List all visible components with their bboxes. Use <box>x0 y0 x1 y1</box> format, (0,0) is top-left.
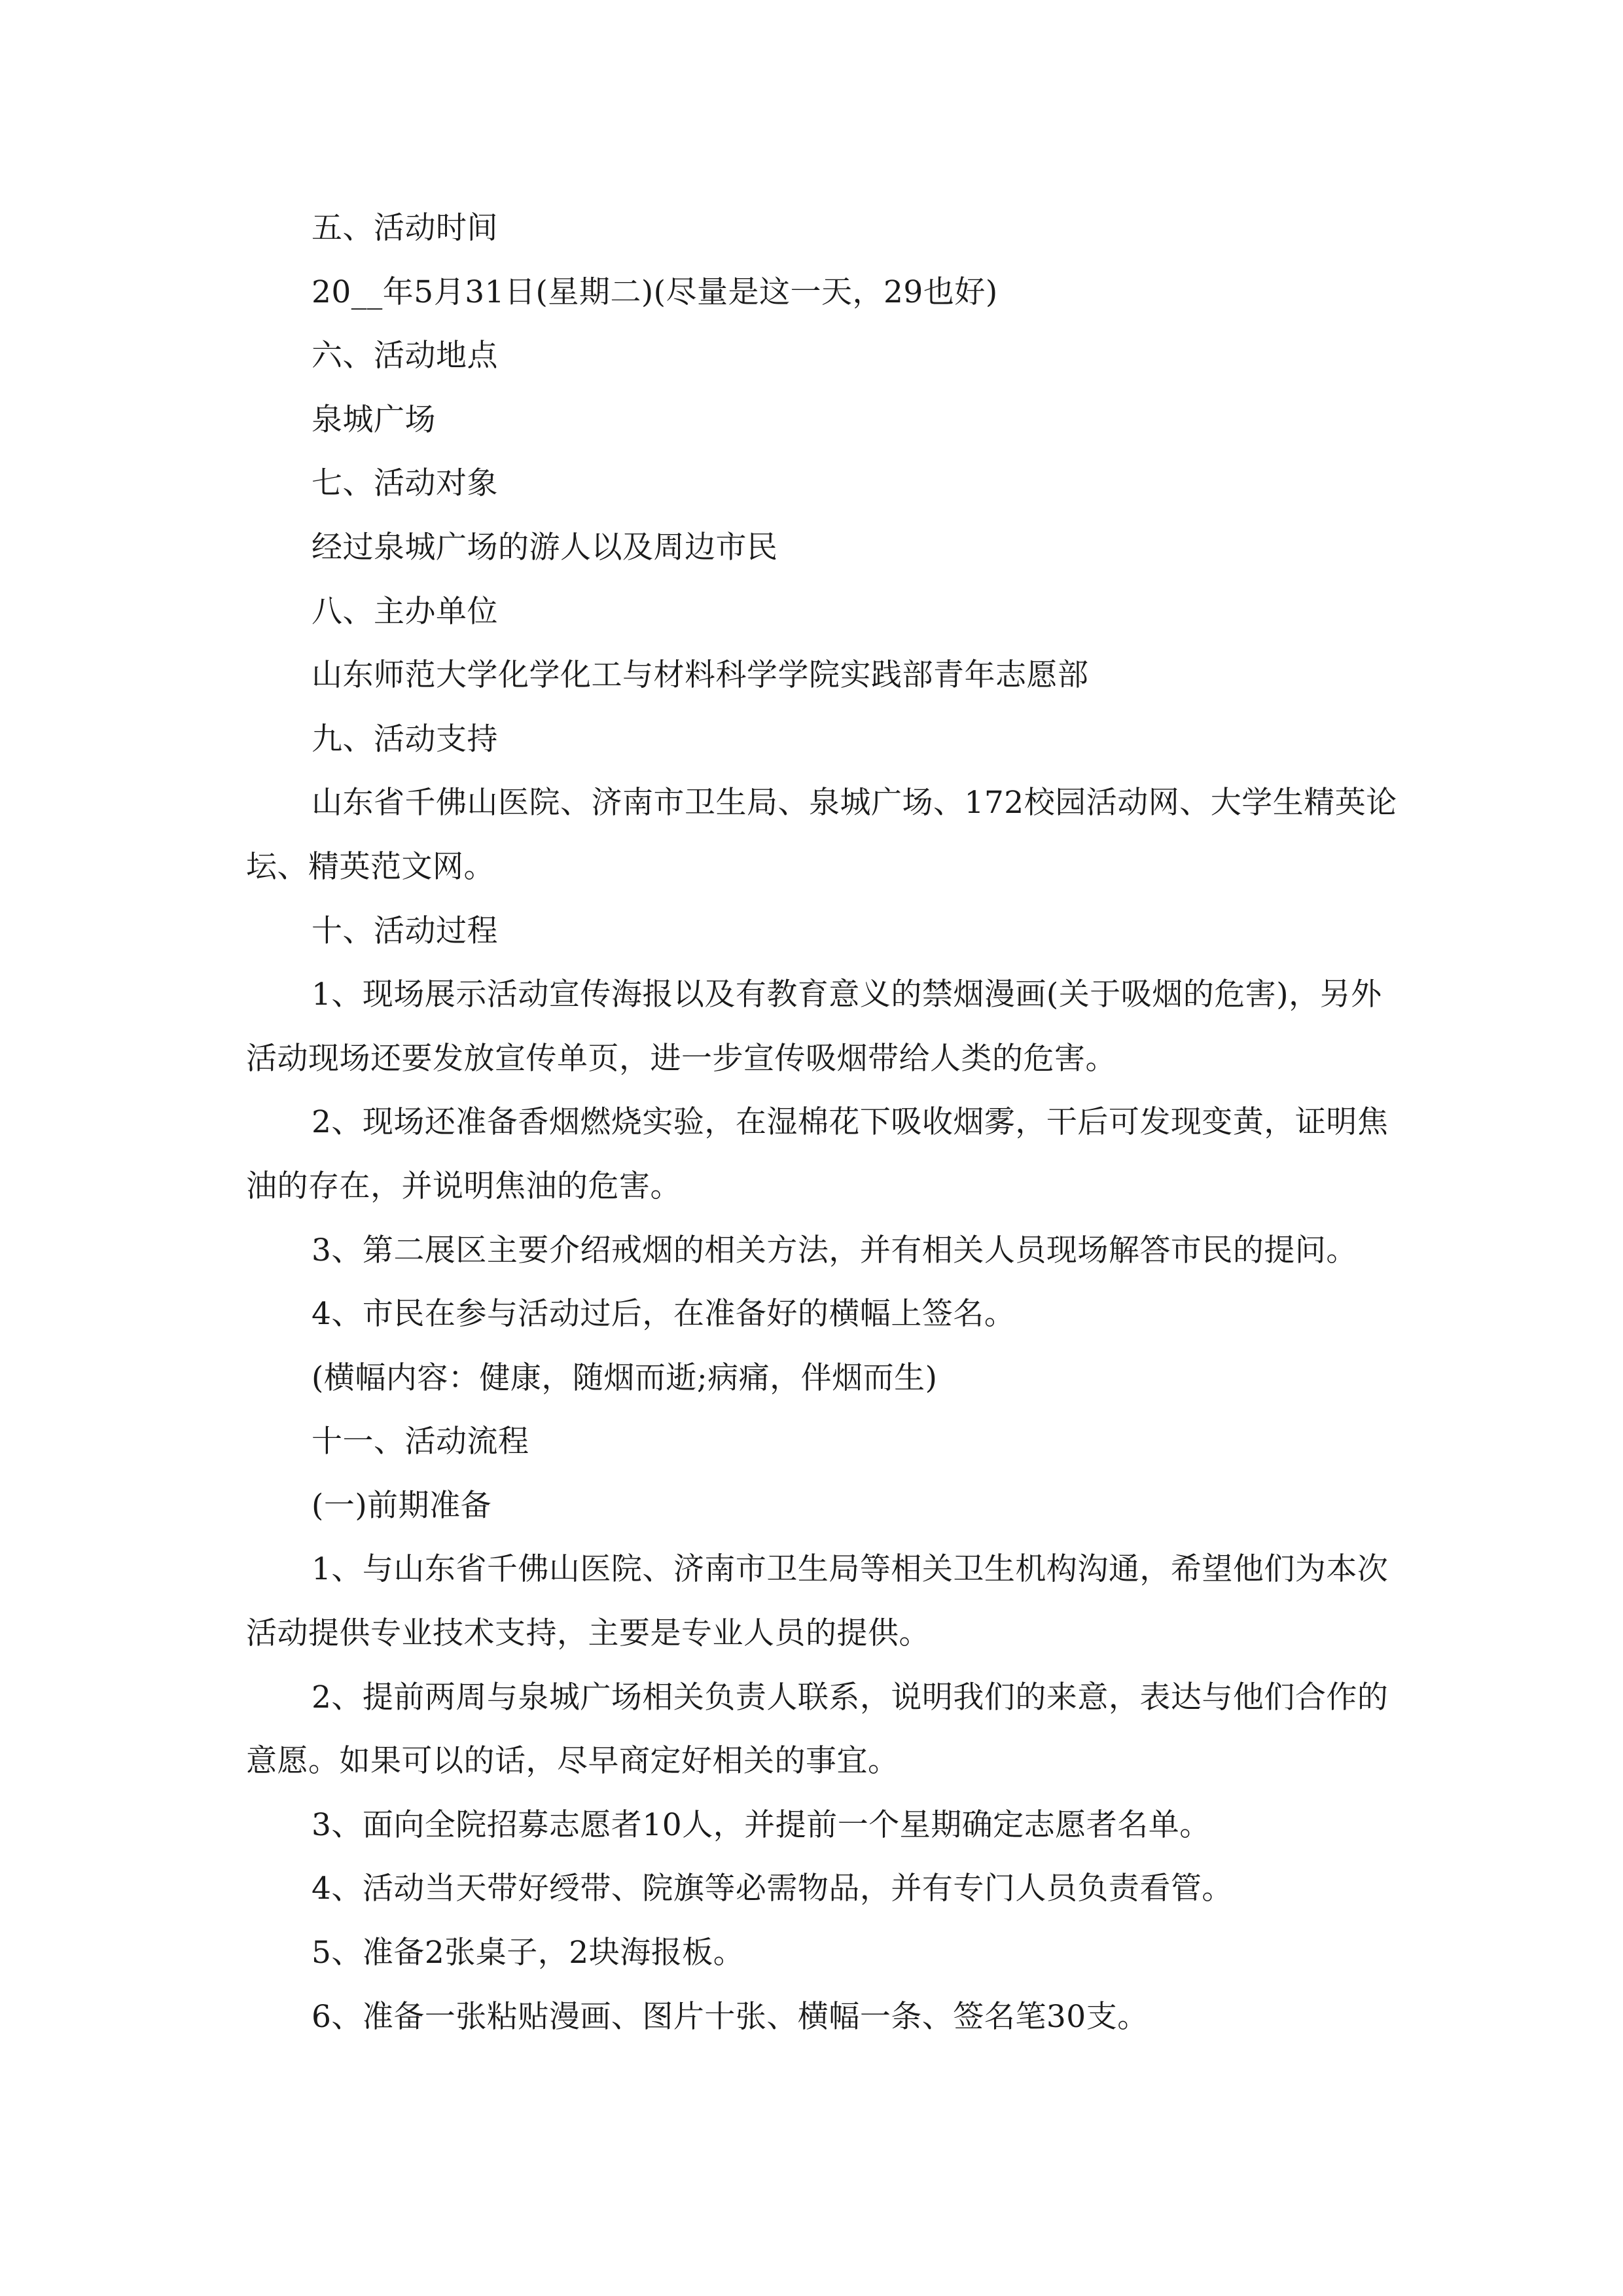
section-heading-organizer: 八、主办单位 <box>312 593 498 630</box>
section-heading-activity-location: 六、活动地点 <box>312 338 498 374</box>
process-item-2: 2、现场还准备香烟燃烧实验，在湿棉花下吸收烟雾，干后可发现变黄，证明焦油的存在，并说明焦油的危害。 <box>246 1104 1389 1204</box>
section-heading-activity-target: 七、活动对象 <box>312 465 498 502</box>
document-body <box>246 196 1398 2049</box>
preparation-item-5: 5、准备2张桌子，2块海报板。 <box>312 1935 745 1971</box>
process-item-1: 1、现场展示活动宣传海报以及有教育意义的禁烟漫画(关于吸烟的危害)，另外活动现场还要发放宣传单页，进一步宣传吸烟带给人类的危害。 <box>246 977 1382 1077</box>
activity-support-text: 山东省千佛山医院、济南市卫生局、泉城广场、172校园活动网、大学生精英论坛、精英范文网。 <box>246 785 1397 885</box>
organizer-text: 山东师范大学化学化工与材料科学学院实践部青年志愿部 <box>312 657 1089 694</box>
banner-content-note: (横幅内容：健康，随烟而逝;病痛，伴烟而生) <box>312 1359 938 1396</box>
section-heading-activity-flow: 十一、活动流程 <box>312 1424 529 1460</box>
preparation-item-2: 2、提前两周与泉城广场相关负责人联系，说明我们的来意，表达与他们合作的意愿。如果可以的话，尽早商定好相关的事宜。 <box>246 1679 1389 1780</box>
section-heading-activity-time: 五、活动时间 <box>312 210 498 246</box>
activity-target-text: 经过泉城广场的游人以及周边市民 <box>312 529 778 565</box>
preparation-item-3: 3、面向全院招募志愿者10人，并提前一个星期确定志愿者名单。 <box>312 1806 1211 1843</box>
activity-location-text: 泉城广场 <box>312 401 436 438</box>
activity-time-text: 20__年5月31日(星期二)(尽量是这一天，29也好) <box>312 274 998 310</box>
process-item-4: 4、市民在参与活动过后，在准备好的横幅上签名。 <box>312 1296 1016 1333</box>
process-item-3: 3、第二展区主要介绍戒烟的相关方法，并有相关人员现场解答市民的提问。 <box>312 1232 1357 1268</box>
section-heading-activity-support: 九、活动支持 <box>312 721 498 757</box>
subsection-heading-preparation: (一)前期准备 <box>312 1487 492 1524</box>
preparation-item-1: 1、与山东省千佛山医院、济南市卫生局等相关卫生机构沟通，希望他们为本次活动提供专业技术支持，主要是专业人员的提供。 <box>246 1551 1389 1652</box>
preparation-item-4: 4、活动当天带好绶带、院旗等必需物品，并有专门人员负责看管。 <box>312 1871 1233 1907</box>
section-heading-activity-process: 十、活动过程 <box>312 912 498 949</box>
preparation-item-6: 6、准备一张粘贴漫画、图片十张、横幅一条、签名笔30支。 <box>312 1998 1149 2035</box>
